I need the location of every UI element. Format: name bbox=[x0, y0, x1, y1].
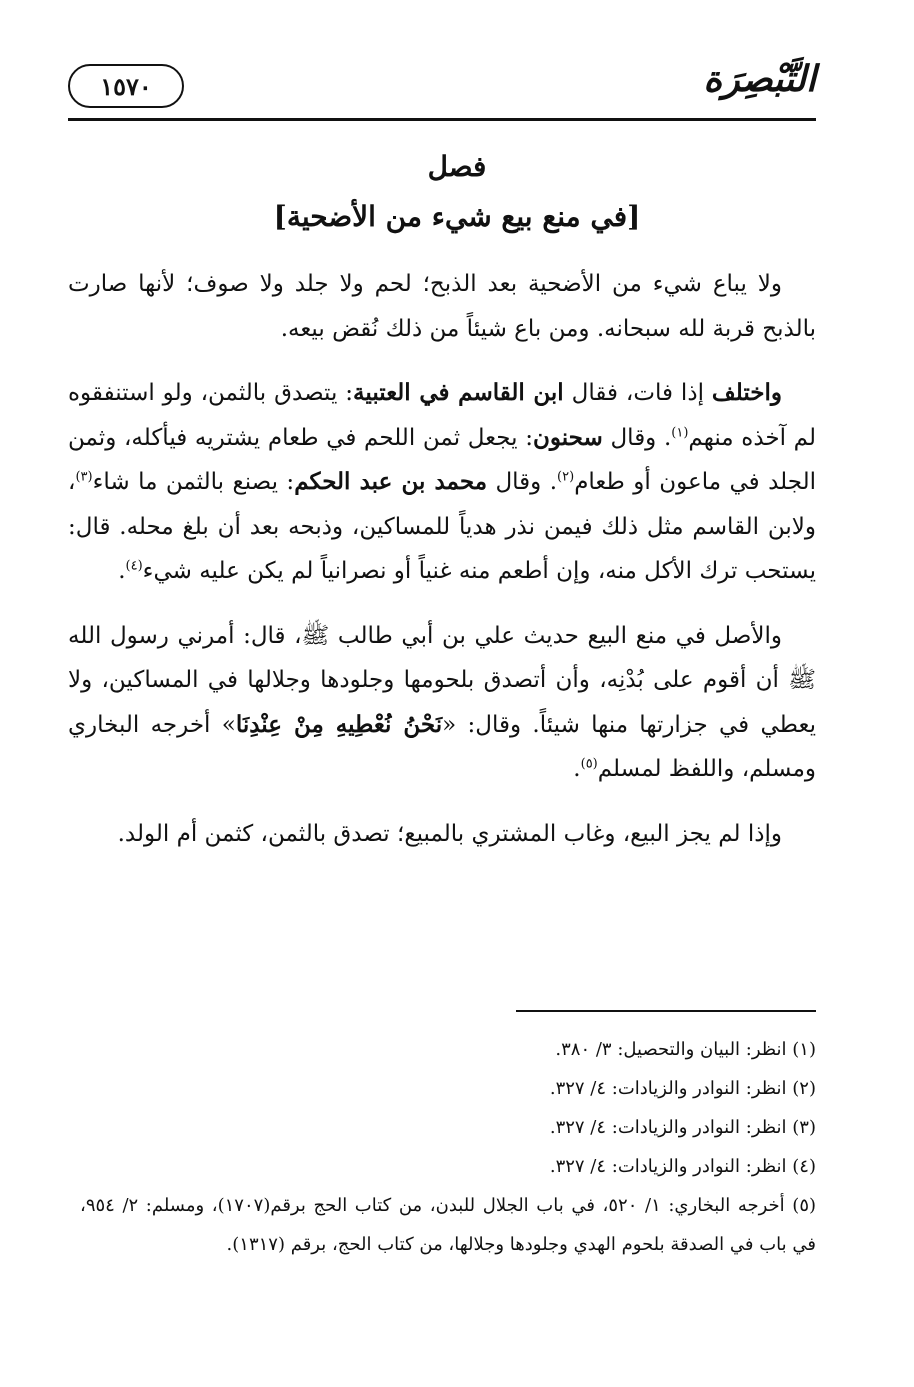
book-title: التَّبْصِرَة bbox=[703, 58, 816, 100]
footnote-ref-2: (٢) bbox=[557, 469, 575, 485]
footnote-2: (٢) انظر: النوادر والزيادات: ٤/ ٣٢٧. bbox=[549, 1078, 816, 1099]
section-heading: فصل bbox=[427, 150, 487, 183]
paragraph-2-part: إذا فات، فقال bbox=[563, 380, 712, 406]
section-subheading: [في منع بيع شيء من الأضحية] bbox=[273, 200, 641, 233]
paragraph-2-part: . وقال bbox=[602, 424, 672, 451]
paragraph-3 bbox=[68, 614, 816, 792]
page-header bbox=[68, 48, 816, 120]
footnotes bbox=[80, 1030, 816, 1264]
cited-name: سحنون bbox=[532, 423, 603, 451]
paragraph-3-part: » أخرجه البخاري ومسلم، واللفظ لمسلم bbox=[68, 711, 816, 782]
paragraph-2-part: : يصنع بالثمن ما شاء bbox=[92, 469, 295, 495]
paragraph-2-part: : يجعل ثمن اللحم في طعام يشتريه فيأكله، وثمن الجلد في ماعون أو طعام bbox=[68, 424, 816, 495]
footnote-ref-3: (٣) bbox=[75, 469, 93, 485]
paragraph-2-part: واختلف bbox=[711, 379, 782, 406]
body-text bbox=[68, 262, 816, 876]
footnote-1: (١) انظر: البيان والتحصيل: ٣/ ٣٨٠. bbox=[555, 1039, 816, 1060]
footnote-ref-4: (٤) bbox=[125, 558, 143, 574]
footnote-5: (٥) أخرجه البخاري: ١/ ٥٢٠، في باب الجلال للبدن، من كتاب الحج برقم(١٧٠٧)، ومسلم: ٢/ ٩٥٤، في باب في الصدقة بلحوم الهدي وجلودها وجلالها، من كتاب الحج، برقم (١٣١٧). bbox=[80, 1195, 817, 1255]
paragraph-2-part: : يتصدق بالثمن، ولو استنفقوه لم آخذه منهم bbox=[68, 380, 816, 451]
cited-name: ابن القاسم في العتبية bbox=[353, 379, 564, 406]
footnote-3: (٣) انظر: النوادر والزيادات: ٤/ ٣٢٧. bbox=[549, 1117, 816, 1138]
footnote-ref-5: (٥) bbox=[580, 756, 598, 772]
paragraph-3-part: . bbox=[573, 756, 581, 782]
paragraph-2-part: . وقال bbox=[487, 469, 558, 495]
paragraph-2-part: ، ولابن القاسم مثل ذلك فيمن نذر هدياً للمساكين، وذبحه بعد أن بلغ محله. قال: يستحب ترك الأكل منه، وإن أطعم منه غنياً أو نصرانياً لم يكن عليه شيء bbox=[68, 469, 816, 584]
paragraph-1: ولا يباع شيء من الأضحية بعد الذبح؛ لحم ولا جلد ولا صوف؛ لأنها صارت بالذبح قربة لله سبحانه. ومن باع شيئاً من ذلك نُقض بيعه. bbox=[68, 271, 816, 342]
paragraph-2-part: . bbox=[118, 558, 126, 584]
footnote-4: (٤) انظر: النوادر والزيادات: ٤/ ٣٢٧. bbox=[549, 1156, 816, 1177]
page-number: ١٥٧٠ bbox=[68, 64, 184, 108]
paragraph-3-part: والأصل في منع البيع حديث علي بن أبي طالب ﷺ، قال: أمرني رسول الله ﷺ أن أقوم على بُدْنِه، وأن أتصدق بلحومها وجلودها وجلالها في المساكين، ولا يعطي في جزارتها منها شيئاً. وقال: « bbox=[68, 622, 817, 738]
header-divider bbox=[68, 118, 816, 121]
hadith-quote: نَحْنُ نُعْطِيهِ مِنْ عِنْدِنَا bbox=[235, 710, 443, 738]
paragraph-2 bbox=[68, 371, 816, 594]
footnote-ref-1: (١) bbox=[671, 424, 689, 440]
footnote-divider bbox=[516, 1010, 816, 1012]
cited-name: محمد بن عبد الحكم bbox=[294, 468, 488, 495]
paragraph-4: وإذا لم يجز البيع، وغاب المشتري بالمبيع؛ تصدق بالثمن، كثمن أم الولد. bbox=[117, 820, 782, 847]
